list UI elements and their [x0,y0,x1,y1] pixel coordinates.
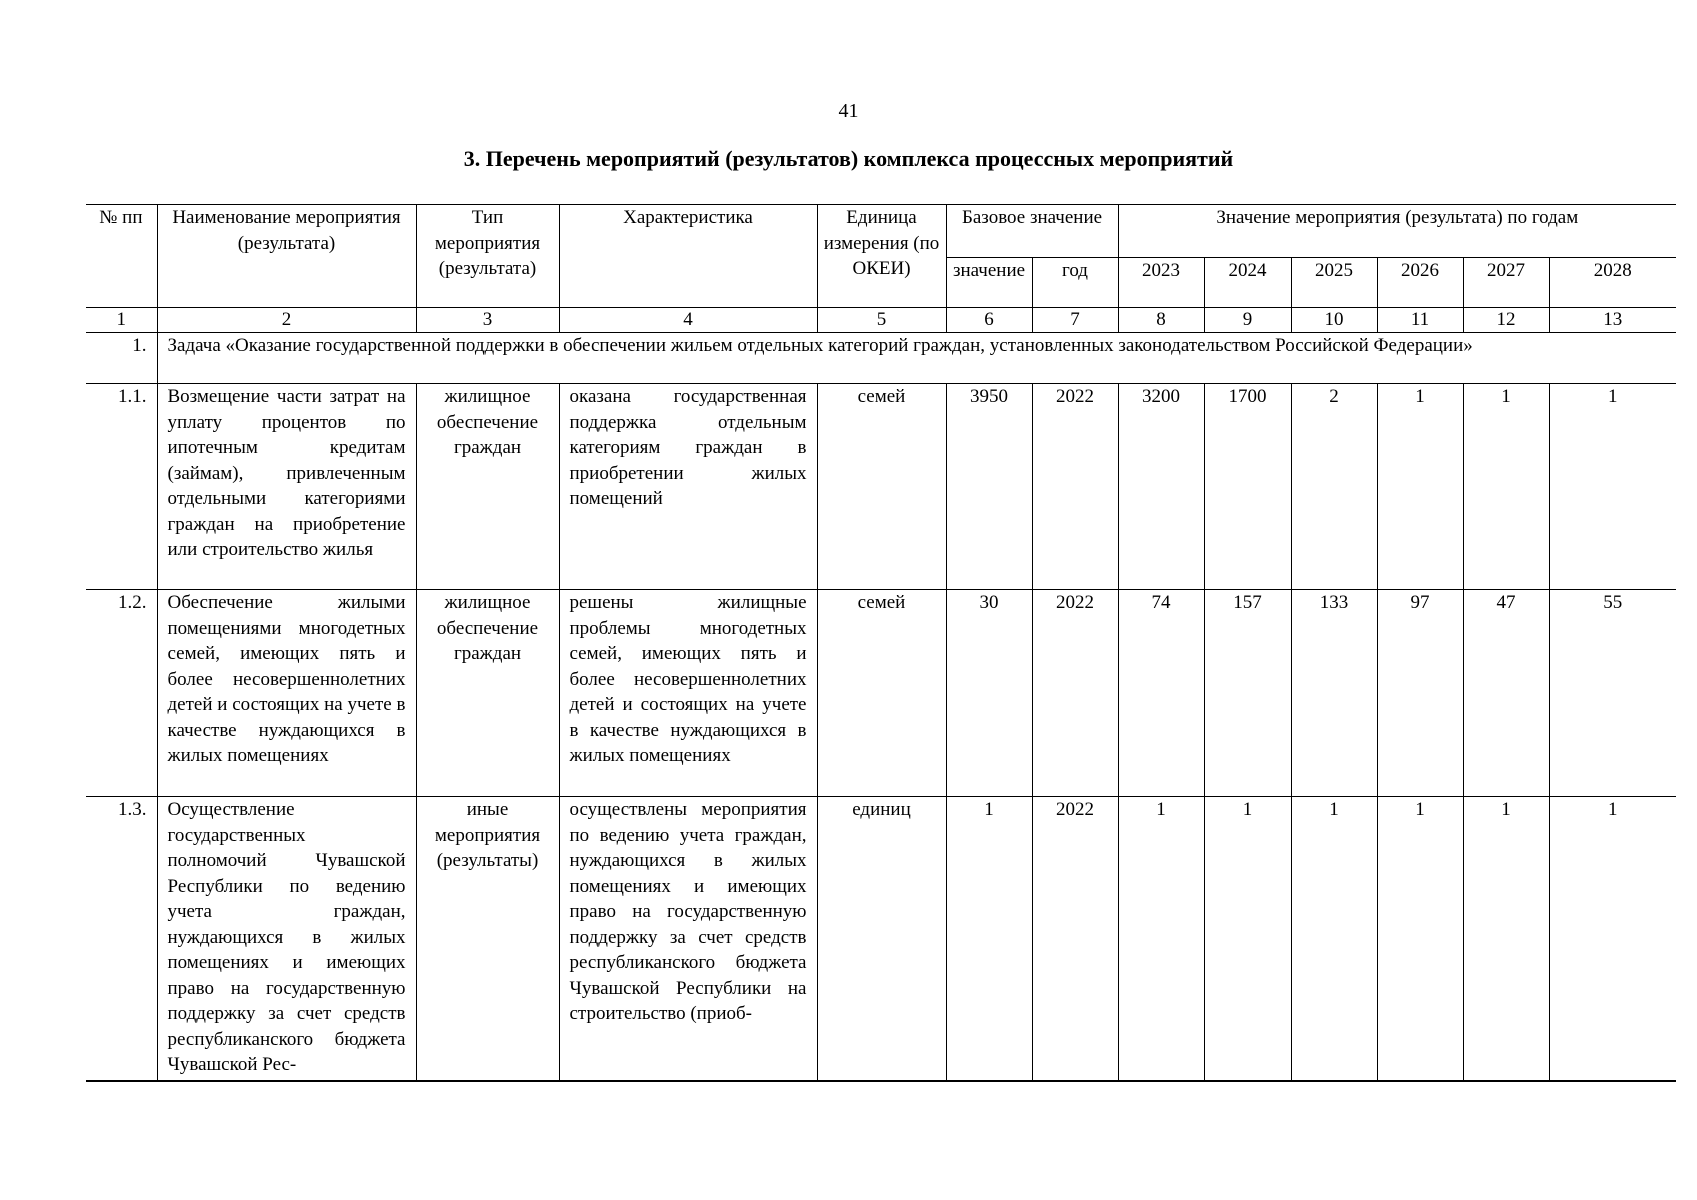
row-num: 1.1. [86,384,157,590]
row-year-value: 133 [1291,590,1377,797]
row-base-value: 3950 [946,384,1032,590]
row-characteristic: решены жилищные проблемы многодетных семей, имеющих пять и более несовершеннолетних детей и состоящих на учете в качестве нуждающихся в жилых помещениях [559,590,817,797]
header-base-year: год [1032,258,1118,308]
header-year: 2027 [1463,258,1549,308]
page-number: 41 [838,100,859,122]
header-base: Базовое значение [946,205,1118,258]
row-name: Обеспечение жилыми помещениями многодетных семей, имеющих пять и более несовершеннолетних детей и состоящих на учете в качестве нуждающихся в жилых помещениях [157,590,416,797]
row-base-year: 2022 [1032,384,1118,590]
row-year-value: 157 [1204,590,1291,797]
table-row [86,384,1676,590]
row-year-value: 1 [1549,797,1676,1082]
column-number: 13 [1549,308,1676,333]
row-unit: семей [817,384,946,590]
header-type: Тип мероприятия (результата) [416,205,559,308]
row-name: Возмещение части затрат на уплату процентов по ипотечным кредитам (займам), привлеченным отдельными категориями граждан на приобретение или строительство жилья [157,384,416,590]
header-characteristic: Характеристика [559,205,817,308]
header-year: 2023 [1118,258,1204,308]
column-number: 3 [416,308,559,333]
header-year: 2028 [1549,258,1676,308]
measures-table [86,204,1676,1082]
row-unit: единиц [817,797,946,1082]
row-year-value: 1 [1118,797,1204,1082]
column-number-row [86,308,1676,333]
row-year-value: 1 [1463,797,1549,1082]
row-year-value: 3200 [1118,384,1204,590]
header-year: 2025 [1291,258,1377,308]
row-type: иные мероприятия (результаты) [416,797,559,1082]
table-row [86,590,1676,797]
row-unit: семей [817,590,946,797]
header-base-value: значение [946,258,1032,308]
header-unit: Единица измерения (по ОКЕИ) [817,205,946,308]
row-year-value: 1 [1377,384,1463,590]
row-year-value: 1 [1377,797,1463,1082]
column-number: 9 [1204,308,1291,333]
row-type: жилищное обеспечение граждан [416,384,559,590]
row-year-value: 1 [1549,384,1676,590]
row-year-value: 1 [1204,797,1291,1082]
header-by-years: Значение мероприятия (результата) по годам [1118,205,1676,258]
row-characteristic: осуществлены мероприятия по ведению учета граждан, нуждающихся в жилых помещениях и имеющих право на государственную поддержку за счет средств республиканского бюджета Чувашской Республики на строительство (приоб- [559,797,817,1082]
row-year-value: 74 [1118,590,1204,797]
row-year-value: 55 [1549,590,1676,797]
column-number: 4 [559,308,817,333]
row-year-value: 2 [1291,384,1377,590]
row-year-value: 1 [1463,384,1549,590]
header-year: 2026 [1377,258,1463,308]
table-row [86,797,1676,1082]
row-characteristic: оказана государственная поддержка отдельным категориям граждан в приобретении жилых помещений [559,384,817,590]
page-title: 3. Перечень мероприятий (результатов) комплекса процессных мероприятий [463,146,1234,171]
row-year-value: 1700 [1204,384,1291,590]
row-base-year: 2022 [1032,590,1118,797]
row-num: 1.3. [86,797,157,1082]
column-number: 7 [1032,308,1118,333]
row-base-value: 1 [946,797,1032,1082]
task-text: Задача «Оказание государственной поддержки в обеспечении жильем отдельных категорий граждан, установленных законодательством Российской Федерации» [157,333,1676,384]
row-num: 1.2. [86,590,157,797]
row-type: жилищное обеспечение граждан [416,590,559,797]
column-number: 11 [1377,308,1463,333]
row-base-year: 2022 [1032,797,1118,1082]
column-number: 6 [946,308,1032,333]
row-year-value: 1 [1291,797,1377,1082]
row-year-value: 97 [1377,590,1463,797]
column-number: 10 [1291,308,1377,333]
row-name: Осуществление государственных полномочий Чувашской Республики по ведению учета граждан, нуждающихся в жилых помещениях и имеющих право на государственную поддержку за счет средств республиканского бюджета Чувашской Рес- [157,797,416,1082]
column-number: 1 [86,308,157,333]
task-num: 1. [86,333,157,384]
task-row [86,333,1676,384]
column-number: 12 [1463,308,1549,333]
row-base-value: 30 [946,590,1032,797]
column-number: 2 [157,308,416,333]
column-number: 5 [817,308,946,333]
header-name: Наименование мероприятия (результата) [157,205,416,308]
row-year-value: 47 [1463,590,1549,797]
column-number: 8 [1118,308,1204,333]
header-num: № пп [86,205,157,308]
header-year: 2024 [1204,258,1291,308]
